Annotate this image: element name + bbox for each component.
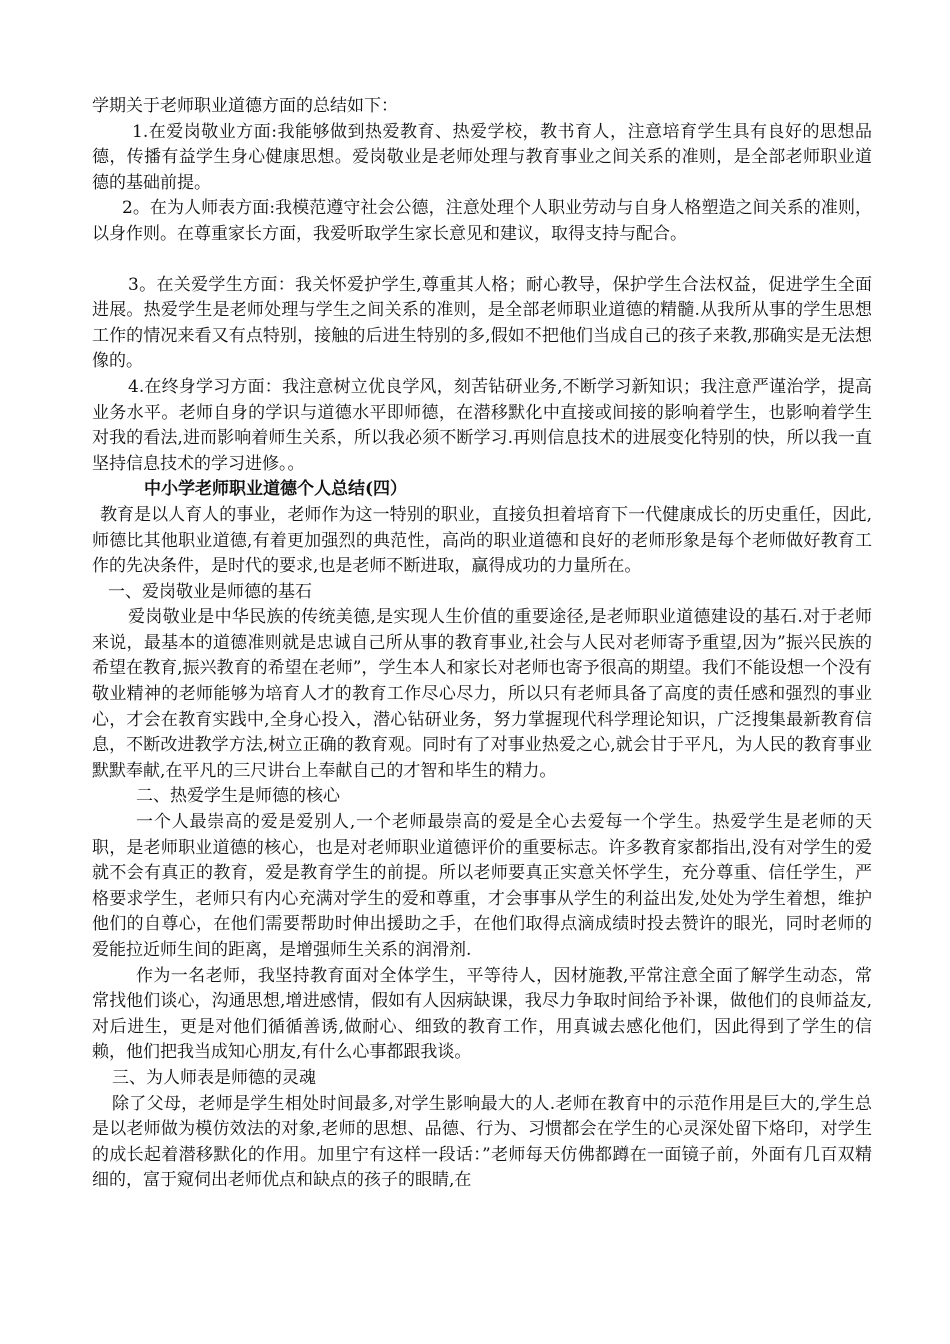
heading-one: 一、爱岗敬业是师德的基石: [108, 581, 312, 602]
paragraph-care-students: 3。在关爱学生方面：我关怀爱护学生,尊重其人格；耐心教导，保护学生合法权益，促进学生全面进展。热爱学生是老师处理与学生之间关系的准则，是全部老师职业道德的精髓.从我所从事的学生思想工作的情况来看又有点特别，接触的后进生特别的多,假如不把他们当成自己的孩子来教,那确实是无法想像的。: [92, 274, 872, 372]
heading-two: 二、热爱学生是师德的核心: [136, 786, 340, 807]
paragraph-role-model: 2。在为人师表方面:我模范遵守社会公德，注意处理个人职业劳动与自身人格塑造之间关系的准则，以身作则。在尊重家长方面，我爱听取学生家长意见和建议，取得支持与配合。: [92, 198, 872, 244]
paragraph-dedication: 1.在爱岗敬业方面:我能够做到热爱教育、热爱学校，教书育人，注意培育学生具有良好的思想品德，传播有益学生身心健康思想。爱岗敬业是老师处理与教育事业之间关系的准则，是全部老师职业道德的基础前提。: [92, 121, 872, 193]
paragraph-section-three: 除了父母，老师是学生相处时间最多,对学生影响最大的人.老师在教育中的示范作用是巨大的,学生总是以老师做为模仿效法的对象,老师的思想、品德、行为、习惯都会在学生的心灵深处留下烙印，对学生的成长起着潜移默化的作用。加里宁有这样一段话：”老师每天仿佛都蹲在一面镜子前，外面有几百双精细的，富于窥伺出老师优点和缺点的孩子的眼睛,在: [92, 1093, 872, 1191]
paragraph-lifelong-learning: 4.在终身学习方面：我注意树立优良学风，刻苦钻研业务,不断学习新知识；我注意严谨治学，提高业务水平。老师自身的学识与道德水平即师德，在潜移默化中直接或间接的影响着学生，也影响着学生对我的看法,进而影响着师生关系，所以我必须不断学习.再则信息技术的进展变化特别的快，所以我一直坚持信息技术的学习进修。。: [92, 376, 872, 474]
paragraph-section-one: 爱岗敬业是中华民族的传统美德,是实现人生价值的重要途径,是老师职业道德建设的基石.对于老师来说，最基本的道德准则就是忠诚自己所从事的教育事业,社会与人民对老师寄予重望,因为”振兴民族的希望在教育,振兴教育的希望在老师”，学生本人和家长对老师也寄予很高的期望。我们不能设想一个没有敬业精神的老师能够为培育人才的教育工作尽心尽力，所以只有老师具备了高度的责任感和强烈的事业心，才会在教育实践中,全身心投入，潜心钻研业务，努力掌握现代科学理论知识，广泛搜集最新教育信息，不断改进教学方法,树立正确的教育观。同时有了对事业热爱之心,就会甘于平凡，为人民的教育事业默默奉献,在平凡的三尺讲台上奉献自己的才智和毕生的精力。: [92, 607, 872, 781]
paragraph-section-two-a: 一个人最崇高的爱是爱别人,一个老师最崇高的爱是全心去爱每一个学生。热爱学生是老师的天职，是老师职业道德的核心，也是对老师职业道德评价的重要标志。许多教育家都指出,没有对学生的爱就不会有真正的教育，爱是教育学生的前提。所以老师要真正实意关怀学生，充分尊重、信任学生，严格要求学生，老师只有内心充满对学生的爱和尊重，才会事事从学生的利益出发,处处为学生着想，维护他们的自尊心，在他们需要帮助时伸出援助之手，在他们取得点滴成绩时投去赞许的眼光，同时老师的爱能拉近师生间的距离，是增强师生关系的润滑剂.: [92, 812, 872, 960]
heading-three: 三、为人师表是师德的灵魂: [112, 1067, 316, 1088]
intro-line: 学期关于老师职业道德方面的总结如下：: [92, 96, 398, 116]
paragraph-section-two-b: 作为一名老师，我坚持教育面对全体学生，平等待人，因材施教,平常注意全面了解学生动态，常常找他们谈心，沟通思想,增进感情，假如有人因病缺课，我尽力争取时间给予补课，做他们的良师益友,对后进生，更是对他们循循善诱,做耐心、细致的教育工作，用真诚去感化他们，因此得到了学生的信赖，他们把我当成知心朋友,有什么心事都跟我谈。: [92, 965, 872, 1063]
document-page: [92, 94, 872, 1194]
blank-line: [92, 248, 872, 273]
paragraph-introduction: 教育是以人育人的事业，老师作为这一特别的职业，直接负担着培育下一代健康成长的历史重任，因此,师德比其他职业道德,有着更加强烈的典范性，高尚的职业道德和良好的老师形象是每个老师做好教育工作的先决条件，是时代的要求,也是老师不断进取，赢得成功的力量所在。: [92, 504, 872, 577]
section-title: 中小学老师职业道德个人总结(四）: [144, 479, 408, 500]
